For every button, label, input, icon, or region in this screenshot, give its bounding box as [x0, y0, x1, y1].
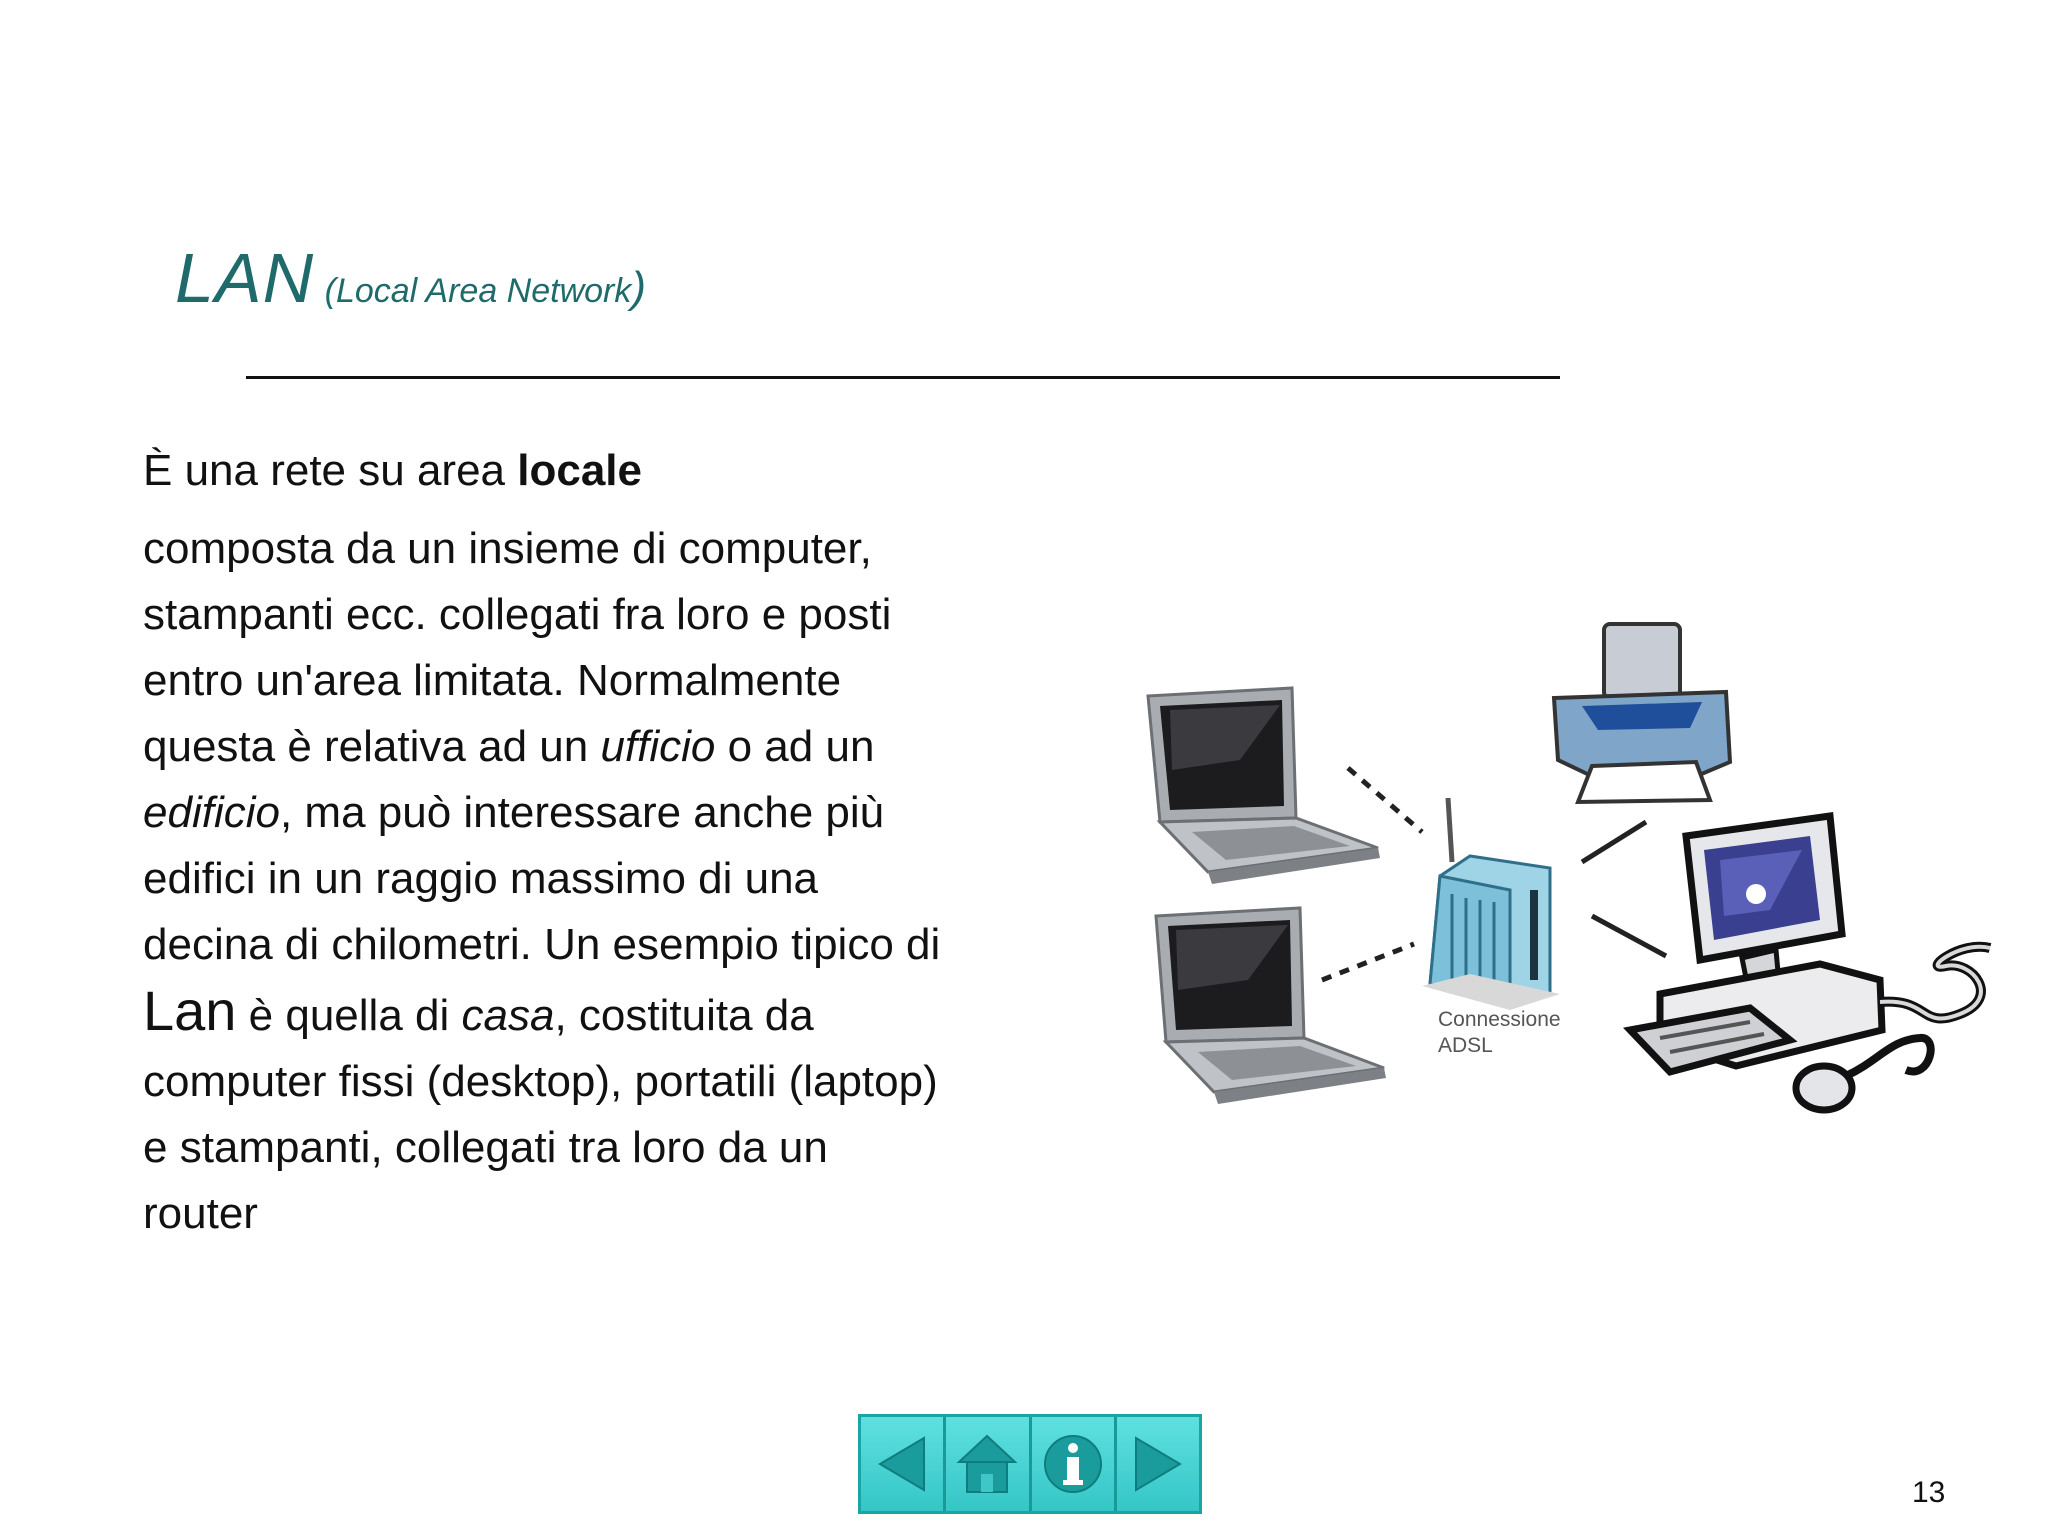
body-text-g: è quella di — [236, 991, 462, 1040]
body-text-c: o ad un — [715, 722, 875, 771]
home-button[interactable] — [946, 1417, 1031, 1511]
printer-icon — [1554, 624, 1730, 802]
desktop-computer-icon — [1630, 816, 1990, 1110]
body-lead-bold: locale — [517, 446, 642, 495]
body-italic-casa: casa — [461, 991, 555, 1040]
body-text — [143, 438, 943, 1247]
link-laptop1-router — [1348, 768, 1422, 832]
body-big-lan: Lan — [143, 979, 237, 1042]
home-icon — [955, 1432, 1019, 1496]
slide-title — [175, 238, 646, 318]
previous-button[interactable] — [861, 1417, 946, 1511]
router-icon — [1422, 798, 1560, 1010]
arrow-right-icon — [1130, 1434, 1186, 1494]
caption-line1: Connessione — [1438, 1008, 1561, 1031]
body-text-a: composta da un insieme di computer, stampanti ecc. collegati fra loro e posti entro un'area limitata. Normalmente questa è relativa ad un — [143, 524, 892, 771]
body-lead — [143, 438, 943, 504]
info-icon — [1041, 1432, 1105, 1496]
body-paragraph — [143, 516, 943, 1247]
body-italic-edificio: edificio — [143, 788, 280, 837]
page-number: 13 — [1912, 1476, 1946, 1509]
title-subtitle-close: ) — [631, 263, 647, 312]
title-divider — [246, 376, 1560, 379]
link-laptop2-router — [1322, 944, 1414, 980]
laptop-bottom-icon — [1156, 908, 1386, 1104]
arrow-left-icon — [874, 1434, 930, 1494]
lan-diagram — [1130, 610, 2000, 1130]
body-text-e: , ma può interessare anche più edifici in un raggio massimo di una decina di chilometri. Un esempio tipico di — [143, 788, 941, 969]
body-italic-ufficio: ufficio — [600, 722, 716, 771]
link-router-desktop — [1592, 916, 1666, 956]
laptop-top-icon — [1148, 688, 1380, 884]
title-subtitle: (Local Area Network — [324, 272, 632, 310]
title-main: LAN — [175, 239, 315, 317]
link-router-printer — [1582, 822, 1646, 862]
info-button[interactable] — [1032, 1417, 1117, 1511]
next-button[interactable] — [1117, 1417, 1199, 1511]
body-text-i: , costituita da computer fissi (desktop), portatili (laptop) e stampanti, collegati tra loro da un router — [143, 991, 938, 1238]
caption-line2: ADSL — [1438, 1034, 1493, 1057]
navigation-bar — [858, 1414, 1202, 1514]
body-lead-text: È una rete su area — [143, 446, 518, 495]
